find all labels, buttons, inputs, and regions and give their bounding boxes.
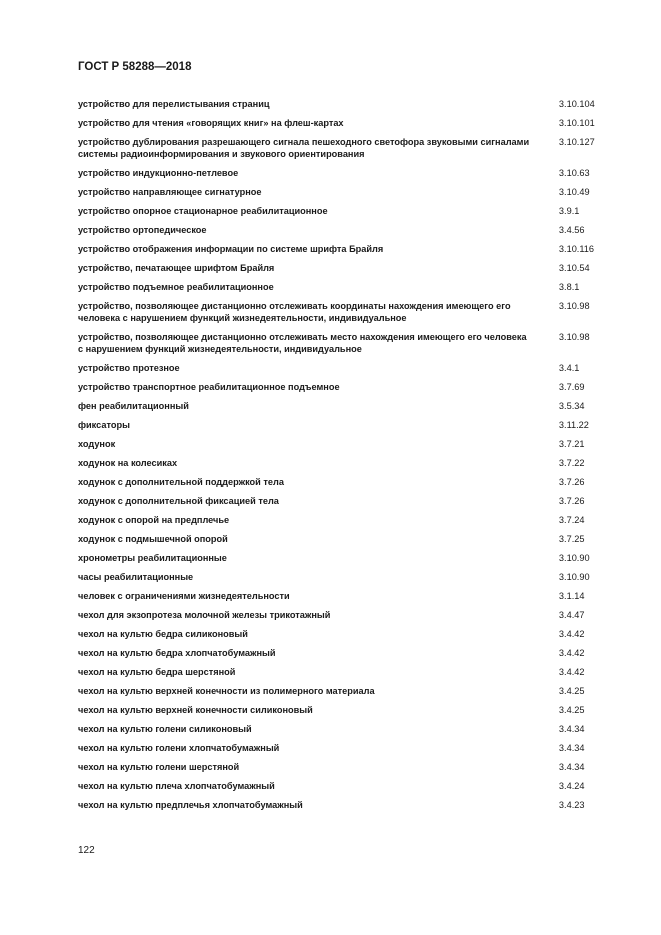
entry-reference: 3.9.1 xyxy=(558,206,580,216)
entry-term: чехол на культю верхней конечности из полимерного материала xyxy=(78,686,375,696)
entry-reference: 3.4.42 xyxy=(558,667,585,677)
entry-reference: 3.11.22 xyxy=(558,420,589,430)
entry-term: устройство, печатающее шрифтом Брайля xyxy=(78,263,275,273)
entry-term: чехол для экзопротеза молочной железы трикотажный xyxy=(78,610,331,620)
entry-reference: 3.4.23 xyxy=(558,800,585,810)
index-entry xyxy=(78,224,618,236)
entry-term: чехол на культю бедра силиконовый xyxy=(78,629,248,639)
entry-reference: 3.7.24 xyxy=(558,515,585,525)
entry-reference: 3.10.104 xyxy=(558,99,595,109)
entry-term: часы реабилитационные xyxy=(78,572,194,582)
index-entry xyxy=(78,514,618,526)
entry-term: ходунок с подмышечной опорой xyxy=(78,534,228,544)
entry-term: чехол на культю голени хлопчатобумажный xyxy=(78,743,280,753)
term-index-list xyxy=(78,98,618,818)
index-entry xyxy=(78,609,618,621)
entry-reference: 3.10.98 xyxy=(558,301,590,311)
index-entry xyxy=(78,362,618,374)
entry-reference: 3.1.14 xyxy=(558,591,585,601)
entry-term: устройство индукционно-петлевое xyxy=(78,168,239,178)
entry-reference: 3.10.63 xyxy=(558,168,590,178)
entry-reference: 3.4.47 xyxy=(558,610,585,620)
entry-reference: 3.7.26 xyxy=(558,496,585,506)
entry-term: чехол на культю плеча хлопчатобумажный xyxy=(78,781,275,791)
entry-reference: 3.5.34 xyxy=(558,401,585,411)
entry-term: устройство подъемное реабилитационное xyxy=(78,282,274,292)
entry-term: ходунок с дополнительной фиксацией тела xyxy=(78,496,279,506)
entry-term: чехол на культю бедра шерстяной xyxy=(78,667,236,677)
index-entry xyxy=(78,552,618,564)
entry-term: устройство направляющее сигнатурное xyxy=(78,187,262,197)
index-entry xyxy=(78,704,618,716)
entry-reference: 3.7.21 xyxy=(558,439,585,449)
index-entry xyxy=(78,136,618,160)
entry-reference: 3.10.90 xyxy=(558,553,590,563)
entry-reference: 3.7.69 xyxy=(558,382,585,392)
index-entry xyxy=(78,666,618,678)
entry-reference: 3.4.25 xyxy=(558,686,585,696)
index-entry xyxy=(78,685,618,697)
index-entry xyxy=(78,205,618,217)
index-entry xyxy=(78,495,618,507)
index-entry xyxy=(78,281,618,293)
entry-term: чехол на культю предплечья хлопчатобумажный xyxy=(78,800,303,810)
entry-term: фиксаторы xyxy=(78,420,130,430)
entry-reference: 3.4.24 xyxy=(558,781,585,791)
entry-term: устройство дублирования разрешающего сигнала пешеходного светофора звуковыми сигналами системы радиоинформирования и звукового ориентирования xyxy=(78,137,530,159)
entry-term: чехол на культю голени силиконовый xyxy=(78,724,252,734)
entry-term: устройство отображения информации по системе шрифта Брайля xyxy=(78,244,384,254)
entry-reference: 3.4.42 xyxy=(558,629,585,639)
index-entry xyxy=(78,571,618,583)
index-entry xyxy=(78,723,618,735)
entry-term: ходунок с дополнительной поддержкой тела xyxy=(78,477,284,487)
entry-reference: 3.10.49 xyxy=(558,187,590,197)
entry-reference: 3.7.22 xyxy=(558,458,585,468)
index-entry xyxy=(78,647,618,659)
index-entry xyxy=(78,628,618,640)
index-entry xyxy=(78,167,618,179)
entry-term: устройство протезное xyxy=(78,363,180,373)
entry-term: устройство ортопедическое xyxy=(78,225,207,235)
entry-reference: 3.4.34 xyxy=(558,724,585,734)
index-entry xyxy=(78,419,618,431)
entry-reference: 3.10.54 xyxy=(558,263,590,273)
entry-term: устройство для чтения «говорящих книг» на флеш-картах xyxy=(78,118,344,128)
entry-term: человек с ограничениями жизнедеятельности xyxy=(78,591,290,601)
entry-reference: 3.4.25 xyxy=(558,705,585,715)
index-entry xyxy=(78,438,618,450)
index-entry xyxy=(78,400,618,412)
index-entry xyxy=(78,262,618,274)
index-entry xyxy=(78,381,618,393)
entry-term: ходунок с опорой на предплечье xyxy=(78,515,230,525)
entry-term: чехол на культю голени шерстяной xyxy=(78,762,240,772)
index-entry xyxy=(78,742,618,754)
index-entry xyxy=(78,590,618,602)
entry-term: устройство опорное стационарное реабилитационное xyxy=(78,206,328,216)
index-entry xyxy=(78,799,618,811)
index-entry xyxy=(78,243,618,255)
index-entry xyxy=(78,331,618,355)
entry-reference: 3.10.98 xyxy=(558,332,590,342)
document-header: ГОСТ Р 58288—2018 xyxy=(78,61,192,73)
entry-term: хронометры реабилитационные xyxy=(78,553,227,563)
index-entry xyxy=(78,98,618,110)
entry-term: фен реабилитационный xyxy=(78,401,189,411)
entry-reference: 3.4.56 xyxy=(558,225,585,235)
entry-term: устройство, позволяющее дистанционно отслеживать координаты нахождения имеющего его человека с нарушением функций жизнедеятельности, индивидуальное xyxy=(78,301,511,323)
entry-reference: 3.7.26 xyxy=(558,477,585,487)
entry-reference: 3.10.116 xyxy=(558,244,595,254)
entry-reference: 3.4.34 xyxy=(558,762,585,772)
entry-term: устройство, позволяющее дистанционно отслеживать место нахождения имеющего его человека с нарушением функций жизнедеятельности, индивидуальное xyxy=(78,332,527,354)
index-entry xyxy=(78,476,618,488)
entry-term: ходунок xyxy=(78,439,116,449)
entry-term: устройство транспортное реабилитационное подъемное xyxy=(78,382,340,392)
entry-reference: 3.10.127 xyxy=(558,137,595,147)
entry-reference: 3.4.1 xyxy=(558,363,580,373)
index-entry xyxy=(78,117,618,129)
index-entry xyxy=(78,186,618,198)
index-entry xyxy=(78,780,618,792)
entry-reference: 3.10.90 xyxy=(558,572,590,582)
entry-term: чехол на культю бедра хлопчатобумажный xyxy=(78,648,276,658)
entry-reference: 3.4.34 xyxy=(558,743,585,753)
entry-reference: 3.7.25 xyxy=(558,534,585,544)
entry-term: ходунок на колесиках xyxy=(78,458,178,468)
index-entry xyxy=(78,761,618,773)
page-number: 122 xyxy=(78,845,95,856)
entry-term: устройство для перелистывания страниц xyxy=(78,99,270,109)
index-entry xyxy=(78,300,618,324)
entry-reference: 3.8.1 xyxy=(558,282,580,292)
entry-reference: 3.10.101 xyxy=(558,118,595,128)
index-entry xyxy=(78,457,618,469)
entry-term: чехол на культю верхней конечности силиконовый xyxy=(78,705,313,715)
entry-reference: 3.4.42 xyxy=(558,648,585,658)
index-entry xyxy=(78,533,618,545)
